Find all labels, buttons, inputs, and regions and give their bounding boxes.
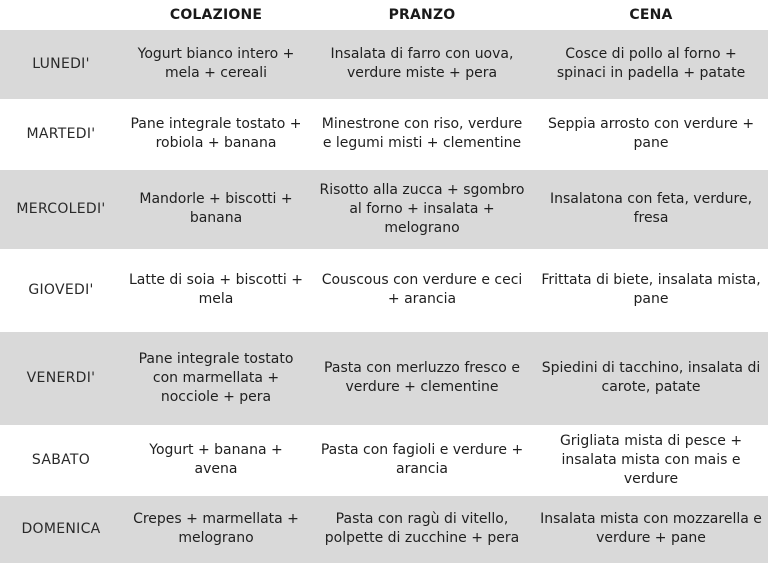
- pranzo-cell: Insalata di farro con uova, verdure miste + pera: [310, 30, 534, 99]
- day-cell: GIOVEDI': [0, 249, 122, 331]
- header-cena: CENA: [629, 7, 673, 23]
- cena-cell: Grigliata mista di pesce + insalata mista con mais e verdure: [534, 425, 768, 495]
- cena-cell: Insalatona con feta, verdure, fresa: [534, 169, 768, 249]
- colazione-cell: Pane integrale tostato con marmellata + nocciole + pera: [122, 331, 310, 425]
- pranzo-cell: Pasta con merluzzo fresco e verdure + clementine: [310, 331, 534, 425]
- table-row: [0, 249, 768, 331]
- pranzo-cell: Couscous con verdure e ceci + arancia: [310, 249, 534, 331]
- cena-cell: Insalata mista con mozzarella e verdure + pane: [534, 495, 768, 563]
- colazione-cell: Yogurt bianco intero + mela + cereali: [122, 30, 310, 99]
- colazione-cell: Yogurt + banana + avena: [122, 425, 310, 495]
- day-cell: SABATO: [0, 425, 122, 495]
- header-row: [0, 0, 768, 30]
- header-colazione: COLAZIONE: [169, 7, 263, 23]
- colazione-cell: Crepes + marmellata + melograno: [122, 495, 310, 563]
- table-row: [0, 99, 768, 169]
- colazione-cell: Pane integrale tostato + robiola + banana: [122, 99, 310, 169]
- day-cell: MARTEDI': [0, 99, 122, 169]
- cena-cell: Spiedini di tacchino, insalata di carote, patate: [534, 331, 768, 425]
- table-row: [0, 30, 768, 99]
- colazione-cell: Mandorle + biscotti + banana: [122, 169, 310, 249]
- header-pranzo: PRANZO: [388, 7, 456, 23]
- table-row: [0, 425, 768, 495]
- cena-cell: Cosce di pollo al forno + spinaci in padella + patate: [534, 30, 768, 99]
- table-row: [0, 495, 768, 563]
- table-row: [0, 169, 768, 249]
- day-cell: DOMENICA: [0, 495, 122, 563]
- pranzo-cell: Pasta con ragù di vitello, polpette di zucchine + pera: [310, 495, 534, 563]
- day-cell: VENERDI': [0, 331, 122, 425]
- header-day: [0, 0, 122, 30]
- day-cell: LUNEDI': [0, 30, 122, 99]
- cena-cell: Seppia arrosto con verdure + pane: [534, 99, 768, 169]
- pranzo-cell: Minestrone con riso, verdure e legumi misti + clementine: [310, 99, 534, 169]
- day-cell: MERCOLEDI': [0, 169, 122, 249]
- table-row: [0, 331, 768, 425]
- cena-cell: Frittata di biete, insalata mista, pane: [534, 249, 768, 331]
- pranzo-cell: Pasta con fagioli e verdure + arancia: [310, 425, 534, 495]
- pranzo-cell: Risotto alla zucca + sgombro al forno + insalata + melograno: [310, 169, 534, 249]
- colazione-cell: Latte di soia + biscotti + mela: [122, 249, 310, 331]
